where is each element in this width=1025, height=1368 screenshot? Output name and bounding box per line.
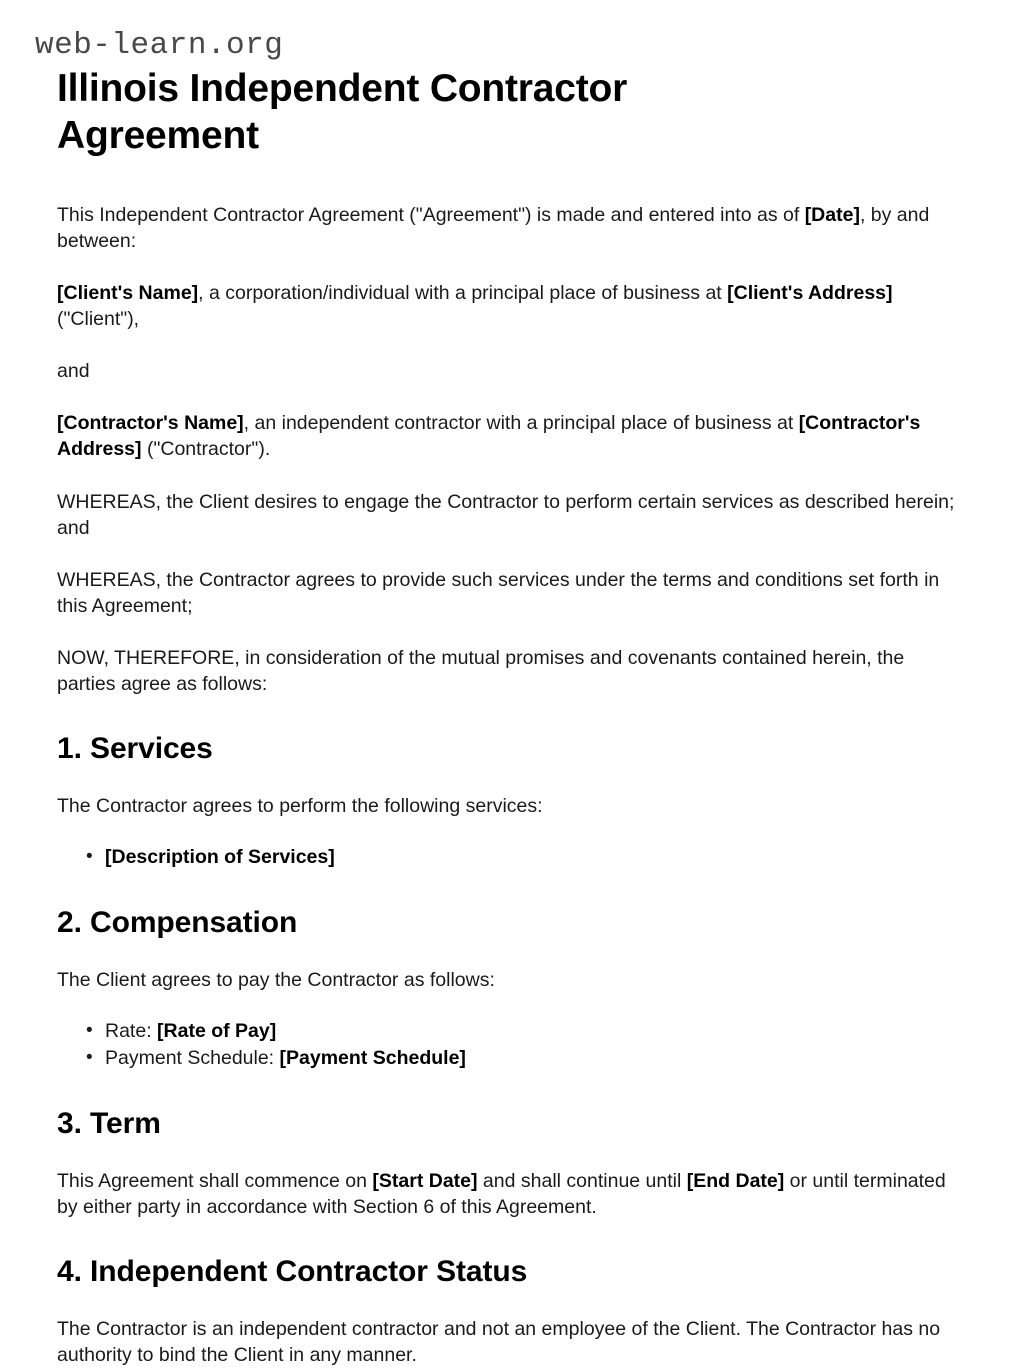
section-heading-term: 3. Term [57,1106,161,1140]
whereas-paragraph-2: WHEREAS, the Contractor agrees to provide such services under the terms and conditions set forth in this Agreement; [57,568,940,617]
placeholder-rate-of-pay: [Rate of Pay] [157,1020,277,1043]
section-status-body: The Contractor is an independent contractor and not an employee of the Client. The Contractor has no authority to bind the Client in any manner. [57,1318,941,1367]
list-item [105,845,963,871]
intro-p2-text-d: ("Client"), [57,308,140,331]
term-text-a: This Agreement shall commence on [57,1169,373,1192]
whereas-paragraph-1: WHEREAS, the Client desires to engage the Contractor to perform certain services as described herein; and [57,490,955,539]
term-text-c: and shall continue until [477,1169,687,1192]
intro-p4-text-d: ("Contractor"). [141,438,271,461]
list-item [105,1019,963,1045]
list-item [105,1046,963,1072]
intro-p2-text-b: , a corporation/individual with a principal place of business at [198,281,728,304]
page-title: Illinois Independent Contractor Agreement [57,66,628,158]
section-services-list [57,845,963,871]
now-therefore-paragraph: NOW, THEREFORE, in consideration of the mutual promises and covenants contained herein, the parties agree as follows: [57,647,905,696]
section-heading-compensation: 2. Compensation [57,906,298,940]
intro-paragraph-and: and [57,360,90,383]
payment-schedule-label: Payment Schedule: [105,1047,280,1070]
section-compensation-list [57,1019,963,1071]
site-logo: web-learn.org [35,28,284,63]
placeholder-description-of-services: [Description of Services] [105,846,335,869]
section-term-body [57,1168,963,1220]
placeholder-client-address: [Client's Address] [727,281,893,304]
intro-paragraph-contractor [57,410,963,462]
section-services-lead: The Contractor agrees to perform the following services: [57,795,543,818]
intro-p4-text-b: , an independent contractor with a principal place of business at [243,412,799,435]
section-heading-independent-contractor-status: 4. Independent Contractor Status [57,1255,528,1289]
intro-p1-text-c: , by and between: [57,203,930,252]
placeholder-contractor-address: [Contractor's Address] [57,412,921,461]
intro-paragraph-client [57,280,963,332]
placeholder-start-date: [Start Date] [372,1169,478,1192]
intro-p1-text-a: This Independent Contractor Agreement ("Agreement") is made and entered into as of [57,203,805,226]
section-heading-services: 1. Services [57,732,213,766]
term-text-e: or until terminated by either party in accordance with Section 6 of this Agreement. [57,1169,946,1218]
rate-label: Rate: [105,1020,158,1043]
placeholder-client-name: [Client's Name] [57,281,199,304]
placeholder-date: [Date] [804,203,860,226]
placeholder-end-date: [End Date] [686,1169,785,1192]
placeholder-contractor-name: [Contractor's Name] [57,412,244,435]
section-compensation-lead: The Client agrees to pay the Contractor as follows: [57,969,495,992]
intro-paragraph-1 [57,202,963,254]
placeholder-payment-schedule: [Payment Schedule] [279,1047,466,1070]
